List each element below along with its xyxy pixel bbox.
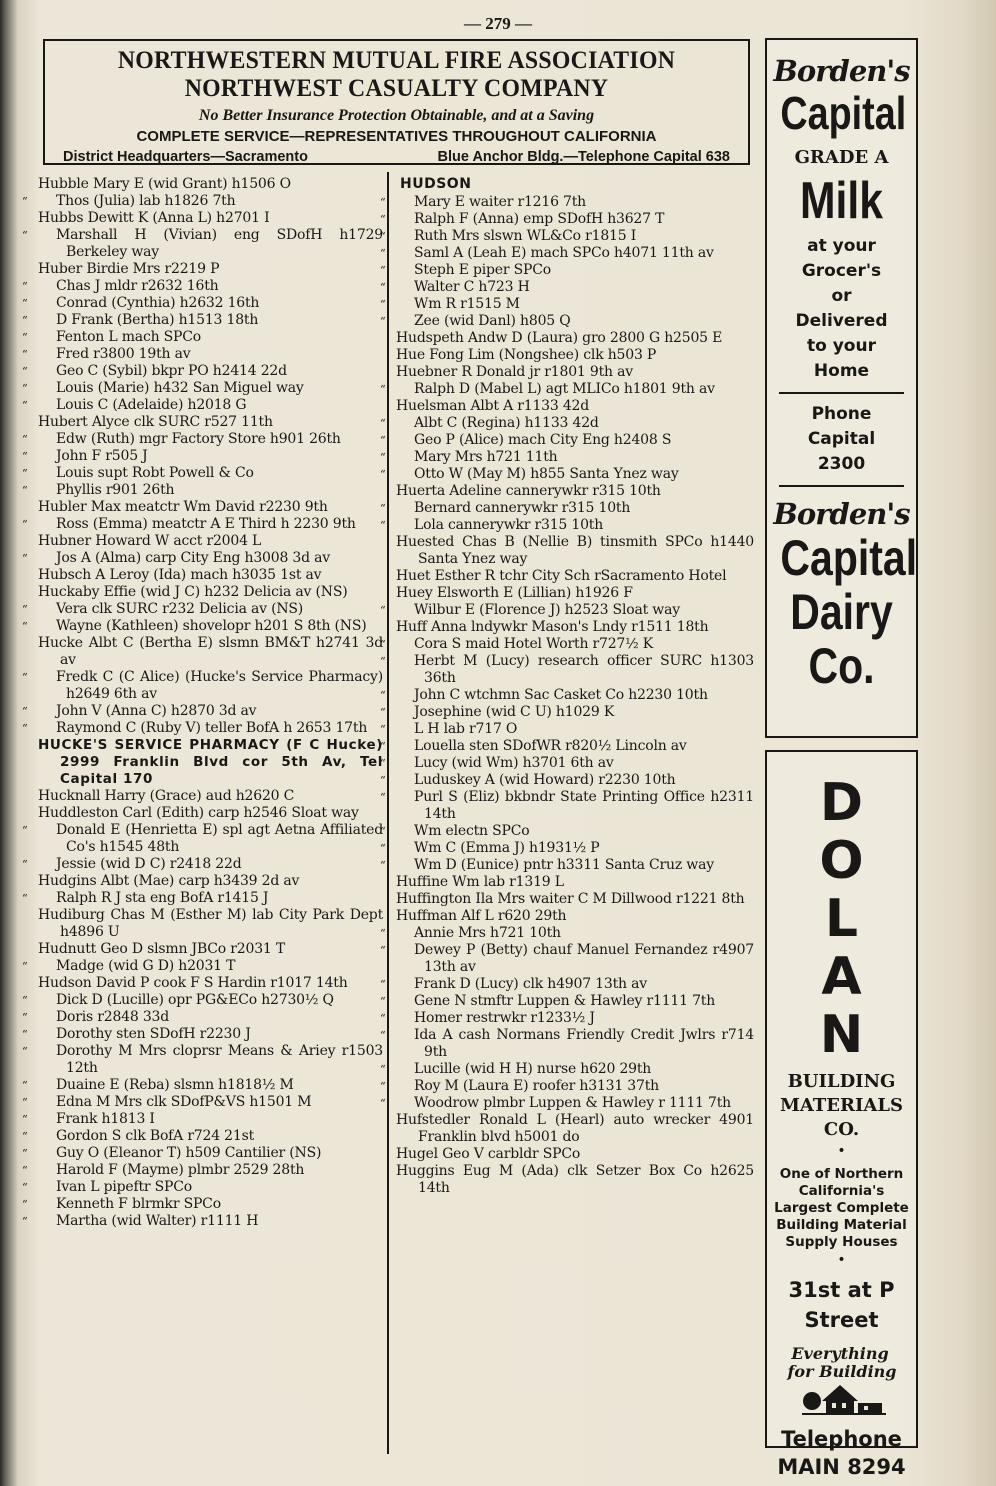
dolan-subtitle-line: BUILDING	[787, 1071, 896, 1092]
directory-entry: “ Ralph F (Anna) emp SDofH h3627 T	[396, 211, 754, 228]
banner-contact	[45, 146, 748, 168]
directory-entry: “ Steph E piper SPCo	[396, 262, 754, 279]
directory-entry: “ Zee (wid Danl) h805 Q	[396, 313, 754, 330]
directory-entry: Huet Esther R tchr City Sch rSacramento Hotel	[396, 568, 727, 584]
directory-entry: “ Purl S (Eliz) bkbndr State Printing Office h2311 14th	[396, 789, 754, 823]
directory-entry: “ Dewey P (Betty) chauf Manuel Fernandez r4907 13th av	[396, 942, 754, 976]
directory-entry: “ Madge (wid G D) h2031 T	[38, 958, 383, 975]
grade-a-label: GRADE A	[794, 147, 889, 168]
directory-entry: “ Thos (Julia) lab h1826 7th	[38, 193, 383, 210]
directory-entry: “ Fred r3800 19th av	[38, 346, 383, 363]
company-name-line: Dairy	[790, 584, 893, 640]
directory-entry: Huff Anna lndywkr Mason's Lndy r1511 18th	[396, 619, 709, 635]
directory-entry: “ Louella sten SDofWR r820½ Lincoln av	[396, 738, 754, 755]
directory-entry: “ Mary Mrs h721 11th	[396, 449, 754, 466]
dolan-phone-line: MAIN 8294	[777, 1455, 906, 1479]
directory-entry: “ Louis (Marie) h432 San Miguel way	[38, 380, 383, 397]
dolan-logo	[767, 774, 916, 1064]
directory-entry: “ Doris r2848 33d	[38, 1009, 383, 1026]
business-listing: HUCKE'S SERVICE PHARMACY (F C Hucke) 2999 Franklin Blvd cor 5th Av, Tel Capital 170	[38, 737, 383, 787]
banner-headquarters: District Headquarters—Sacramento	[63, 149, 308, 165]
directory-entry: Hucke Albt C (Bertha E) slsmn BM&T h2741 3d av	[38, 635, 383, 668]
directory-entry: “ Fenton L mach SPCo	[38, 329, 383, 346]
dolan-description	[767, 1166, 916, 1251]
dolan-subtitle-line: CO.	[823, 1119, 860, 1140]
directory-entry: “ Roy M (Laura E) roofer h3131 37th	[396, 1078, 754, 1095]
directory-entry: “ D Frank (Bertha) h1513 18th	[38, 312, 383, 329]
dolan-subtitle-line: MATERIALS	[779, 1095, 904, 1116]
phone-text-line: Capital	[807, 429, 876, 449]
milk-heading: Milk	[800, 172, 883, 230]
banner-service: COMPLETE SERVICE—REPRESENTATIVES THROUGHOUT CALIFORNIA	[136, 128, 657, 145]
directory-entry: “ John F r505 J	[38, 448, 383, 465]
banner-telephone: Blue Anchor Bldg.—Telephone Capital 638	[437, 149, 730, 165]
directory-entry: Huddleston Carl (Edith) carp h2546 Sloat way	[38, 805, 359, 821]
ad-divider	[779, 392, 904, 394]
capital-dairy-co	[767, 531, 916, 693]
directory-entry: “ Louis C (Adelaide) h2018 G	[38, 397, 383, 414]
directory-entry: “ Geo P (Alice) mach City Eng h2408 S	[396, 432, 754, 449]
directory-entry: “ Wm electn SPCo	[396, 823, 754, 840]
right-directory-column	[396, 176, 754, 1197]
directory-entry: “ Ruth Mrs slswn WL&Co r1815 I	[396, 228, 754, 245]
directory-entry: Huey Elsworth E (Lillian) h1926 F	[396, 585, 633, 601]
directory-entry: “ Dorothy M Mrs cloprsr Means & Ariey r1503 12th	[38, 1043, 383, 1077]
directory-entry: “ Phyllis r901 26th	[38, 482, 383, 499]
dolan-phone-line: Telephone	[781, 1427, 902, 1451]
banner-line-1: NORTHWESTERN MUTUAL FIRE ASSOCIATION	[117, 47, 676, 74]
bordens-logo-2: Borden's	[773, 497, 910, 531]
ad-text-line: at your	[807, 236, 876, 256]
directory-entry: “ Ralph R J sta eng BofA r1415 J	[38, 890, 383, 907]
directory-entry: Huffman Alf L r620 29th	[396, 908, 567, 924]
dolan-address-line: Street	[804, 1308, 879, 1332]
directory-entry: “ Lucy (wid Wm) h3701 6th av	[396, 755, 754, 772]
directory-entry: “ Edw (Ruth) mgr Factory Store h901 26th	[38, 431, 383, 448]
ad-text-line: Grocer's	[801, 261, 882, 281]
bullet-dot: •	[837, 1252, 846, 1268]
dolan-letter: O	[819, 831, 864, 891]
directory-entry: “ Guy O (Eleanor T) h509 Cantilier (NS)	[38, 1145, 383, 1162]
directory-entry: “ Frank h1813 I	[38, 1111, 383, 1128]
directory-entry: “ Dick D (Lucille) opr PG&ECo h2730½ Q	[38, 992, 383, 1009]
dolan-subtitle	[767, 1070, 916, 1142]
page-number: — 279 —	[464, 14, 532, 33]
directory-entry: “ Homer restrwkr r1233½ J	[396, 1010, 754, 1027]
directory-entry: “ Annie Mrs h721 10th	[396, 925, 754, 942]
column-divider	[387, 172, 389, 1454]
ad-text-line: Home	[813, 361, 870, 381]
dolan-description-line: Building Material	[776, 1217, 907, 1233]
directory-entry: “ Mary E waiter r1216 7th	[396, 194, 754, 211]
directory-entry: “ Wayne (Kathleen) shovelopr h201 S 8th (NS)	[38, 618, 383, 635]
directory-entry: “ Marshall H (Vivian) eng SDofH h1729 Berkeley way	[38, 227, 383, 261]
borden-delivery-text	[767, 234, 916, 384]
directory-entry: “ Wm R r1515 M	[396, 296, 754, 313]
directory-entry: Hucknall Harry (Grace) aud h2620 C	[38, 788, 295, 804]
directory-entry: “ Luduskey A (wid Howard) r2230 10th	[396, 772, 754, 789]
dolan-description-line: One of Northern	[779, 1166, 904, 1182]
directory-entry: “ Herbt M (Lucy) research officer SURC h1303 36th	[396, 653, 754, 687]
directory-entry: “ Louis supt Robt Powell & Co	[38, 465, 383, 482]
dolan-phone	[767, 1425, 916, 1481]
directory-entry: “ Vera clk SURC r232 Delicia av (NS)	[38, 601, 383, 618]
capital-heading: Capital	[780, 87, 907, 139]
directory-entry: “ Harold F (Mayme) plmbr 2529 28th	[38, 1162, 383, 1179]
directory-entry: “ Raymond C (Ruby V) teller BofA h 2653 17th	[38, 720, 383, 737]
directory-entry: Hubner Howard W acct r2004 L	[38, 533, 262, 549]
dolan-description-line: Supply Houses	[785, 1234, 898, 1250]
directory-entry: “ John C wtchmn Sac Casket Co h2230 10th	[396, 687, 754, 704]
dolan-address	[767, 1275, 916, 1335]
directory-entry: “ Jessie (wid D C) r2418 22d	[38, 856, 383, 873]
directory-entry: “ Lucille (wid H H) nurse h620 29th	[396, 1061, 754, 1078]
house-building-icon	[782, 1339, 902, 1419]
company-name-line: Capital	[780, 530, 918, 586]
directory-entry: “ Cora S maid Hotel Worth r727½ K	[396, 636, 754, 653]
directory-entry: “ Edna M Mrs clk SDofP&VS h1501 M	[38, 1094, 383, 1111]
directory-entry: Hubsch A Leroy (Ida) mach h3035 1st av	[38, 567, 322, 583]
directory-entry: “ Kenneth F blrmkr SPCo	[38, 1196, 383, 1213]
directory-entry: Huelsman Albt A r1133 42d	[396, 398, 589, 414]
phone-text-line: Phone	[811, 404, 872, 424]
directory-entry: Hubble Mary E (wid Grant) h1506 O	[38, 176, 291, 192]
banner-line-2: NORTHWEST CASUALTY COMPANY	[184, 75, 609, 102]
logo-text-for-building: for Building	[787, 1362, 896, 1381]
ad-text-line: or	[831, 286, 852, 306]
directory-entry: “ Ross (Emma) meatctr A E Third h 2230 9th	[38, 516, 383, 533]
dolan-description-line: California's	[798, 1183, 885, 1199]
dolan-letter: A	[821, 947, 862, 1007]
directory-entry: “ Ralph D (Mabel L) agt MLICo h1801 9th av	[396, 381, 754, 398]
bullet-dot: •	[837, 1143, 846, 1159]
directory-entry: Hudiburg Chas M (Esther M) lab City Park Dept h4896 U	[38, 907, 383, 940]
directory-entry: Huber Birdie Mrs r2219 P	[38, 261, 220, 277]
dolan-address-line: 31st at P	[788, 1278, 895, 1302]
dolan-description-line: Largest Complete	[774, 1200, 909, 1216]
directory-entry: Huffington Ila Mrs waiter C M Dillwood r1221 8th	[396, 891, 745, 907]
dolan-letter: N	[819, 1005, 864, 1065]
directory-entry: “ Jos A (Alma) carp City Eng h3008 3d av	[38, 550, 383, 567]
banner-tagline: No Better Insurance Protection Obtainable, and at a Saving	[198, 107, 595, 124]
directory-entry: “ L H lab r717 O	[396, 721, 754, 738]
ad-divider	[779, 485, 904, 487]
directory-entry: Hubert Alyce clk SURC r527 11th	[38, 414, 273, 430]
directory-entry: “ Dorothy sten SDofH r2230 J	[38, 1026, 383, 1043]
phone-text-line: 2300	[817, 454, 866, 474]
directory-entry: Hue Fong Lim (Nongshee) clk h503 P	[396, 347, 657, 363]
directory-entry: Hubler Max meatctr Wm David r2230 9th	[38, 499, 328, 515]
bordens-dairy-ad	[765, 38, 918, 738]
directory-entry: “ Josephine (wid C U) h1029 K	[396, 704, 754, 721]
directory-entry: Hudspeth Andw D (Laura) gro 2800 G h2505 E	[396, 330, 723, 346]
directory-entry: “ Frank D (Lucy) clk h4907 13th av	[396, 976, 754, 993]
directory-entry: “ Duaine E (Reba) slsmn h1818½ M	[38, 1077, 383, 1094]
directory-entry: Huckaby Effie (wid J C) h232 Delicia av (NS)	[38, 584, 348, 600]
directory-entry: “ Albt C (Regina) h1133 42d	[396, 415, 754, 432]
directory-entry: Hudson David P cook F S Hardin r1017 14th	[38, 975, 348, 991]
bordens-logo: Borden's	[773, 54, 910, 88]
directory-entry: Huebner R Donald jr r1801 9th av	[396, 364, 633, 380]
directory-entry: “ Gordon S clk BofA r724 21st	[38, 1128, 383, 1145]
directory-entry: Hubbs Dewitt K (Anna L) h2701 I	[38, 210, 270, 226]
directory-entry: “ Wilbur E (Florence J) h2523 Sloat way	[396, 602, 754, 619]
left-directory-column	[38, 176, 383, 1230]
directory-entry: Hudgins Albt (Mae) carp h3439 2d av	[38, 873, 300, 889]
logo-text-everything: Everything	[790, 1344, 889, 1363]
directory-entry: “ Ida A cash Normans Friendly Credit Jwlrs r714 9th	[396, 1027, 754, 1061]
directory-entry: “ Gene N stmftr Luppen & Hawley r1111 7th	[396, 993, 754, 1010]
directory-entry: Hufstedler Ronald L (Hearl) auto wrecker 4901 Franklin blvd h5001 do	[396, 1112, 754, 1145]
directory-entry: “ Donald E (Henrietta E) spl agt Aetna Affiliated Co's h1545 48th	[38, 822, 383, 856]
borden-phone-block	[767, 402, 916, 477]
directory-entry: Hudnutt Geo D slsmn JBCo r2031 T	[38, 941, 285, 957]
column-heading: HUDSON	[400, 176, 472, 192]
directory-entry: “ Otto W (May M) h855 Santa Ynez way	[396, 466, 754, 483]
directory-entry: “ Chas J mldr r2632 16th	[38, 278, 383, 295]
directory-entry: “ Geo C (Sybil) bkpr PO h2414 22d	[38, 363, 383, 380]
directory-entry: Huested Chas B (Nellie B) tinsmith SPCo h1440 Santa Ynez way	[396, 534, 754, 567]
directory-entry: “ Saml A (Leah E) mach SPCo h4071 11th av	[396, 245, 754, 262]
directory-entry: “ Ivan L pipeftr SPCo	[38, 1179, 383, 1196]
directory-entry: “ Walter C h723 H	[396, 279, 754, 296]
directory-entry: “ Martha (wid Walter) r1111 H	[38, 1213, 383, 1230]
directory-entry: Hugel Geo V carbldr SPCo	[396, 1146, 581, 1162]
directory-entry: “ John V (Anna C) h2870 3d av	[38, 703, 383, 720]
ad-text-line: to your	[807, 336, 876, 356]
ad-text-line: Delivered	[795, 311, 888, 331]
dolan-building-materials-ad	[765, 750, 918, 1479]
dolan-letter: L	[824, 889, 859, 949]
directory-entry: Huffine Wm lab r1319 L	[396, 874, 564, 890]
directory-entry: “ Conrad (Cynthia) h2632 16th	[38, 295, 383, 312]
company-name-line: Co.	[808, 638, 875, 694]
directory-entry: “ Wm D (Eunice) pntr h3311 Santa Cruz way	[396, 857, 754, 874]
directory-entry: “ Wm C (Emma J) h1931½ P	[396, 840, 754, 857]
directory-entry: “ Fredk C (C Alice) (Hucke's Service Pharmacy) h2649 6th av	[38, 669, 383, 703]
directory-entry: Huerta Adeline cannerywkr r315 10th	[396, 483, 661, 499]
dolan-letter: D	[819, 773, 864, 833]
directory-entry: “ Bernard cannerywkr r315 10th	[396, 500, 754, 517]
directory-entry: “ Woodrow plmbr Luppen & Hawley r 1111 7th	[396, 1095, 754, 1112]
insurance-banner-ad	[43, 39, 750, 165]
directory-entry: Huggins Eug M (Ada) clk Setzer Box Co h2625 14th	[396, 1163, 754, 1196]
directory-entry: “ Lola cannerywkr r315 10th	[396, 517, 754, 534]
